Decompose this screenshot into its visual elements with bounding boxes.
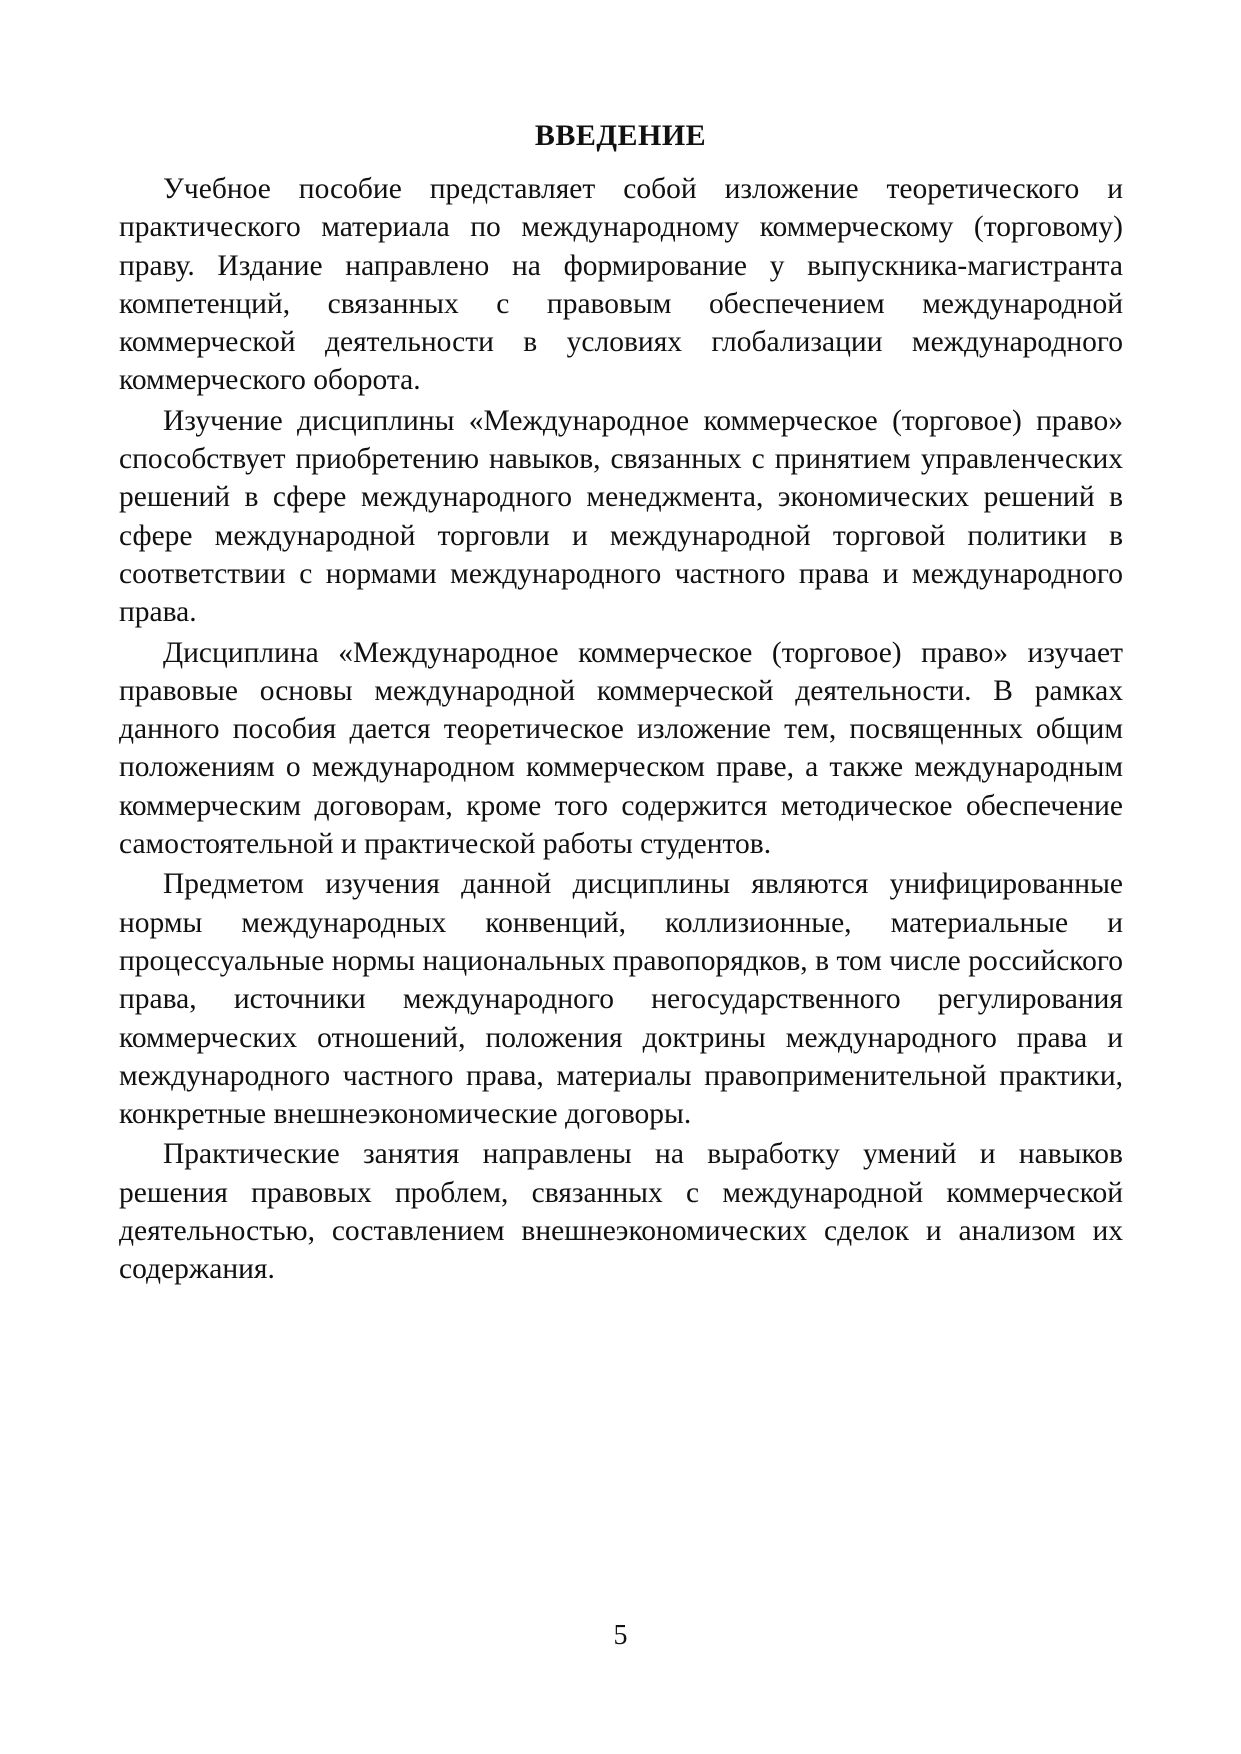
- paragraph-5: Практические занятия направлены на выработку умений и навыков решения правовых проблем, связанных с международной коммерческой деятельностью, составлением внешнеэкономических сделок и анализом их содержания.: [119, 1138, 1123, 1286]
- paragraph-4: Предметом изучения данной дисциплины являются унифицированные нормы международных конвенций, коллизионные, материальные и процессуальные нормы национальных правопорядков, в том числе российского права, источники международного негосударственного регулирования коммерческих отношений, положения доктрины международного права и международного частного права, материалы правоприменительной практики, конкретные внешнеэкономические договоры.: [119, 868, 1123, 1131]
- body-text: [119, 170, 1123, 1289]
- paragraph-2: Изучение дисциплины «Международное коммерческое (торговое) право» способствует приобретению навыков, связанных с принятием управленческих решений в сфере международного менеджмента, экономических решений в сфере международной торговли и международной торговой политики в соответствии с нормами международного частного права и международного права.: [119, 404, 1123, 629]
- page-title: ВВЕДЕНИЕ: [534, 119, 707, 152]
- page-number: 5: [613, 1620, 628, 1651]
- paragraph-3: Дисциплина «Международное коммерческое (торговое) право» изучает правовые основы международной коммерческой деятельности. В рамках данного пособия дается теоретическое изложение тем, посвященных общим положениям о международном коммерческом праве, а также международным коммерческим договорам, кроме того содержится методическое обеспечение самостоятельной и практической работы студентов.: [119, 636, 1123, 861]
- paragraph-1: Учебное пособие представляет собой изложение теоретического и практического материала по международному коммерческому (торговому) праву. Издание направлено на формирование у выпускника-магистранта компетенций, связанных с правовым обеспечением международной коммерческой деятельности в условиях глобализации международного коммерческого оборота.: [119, 173, 1123, 397]
